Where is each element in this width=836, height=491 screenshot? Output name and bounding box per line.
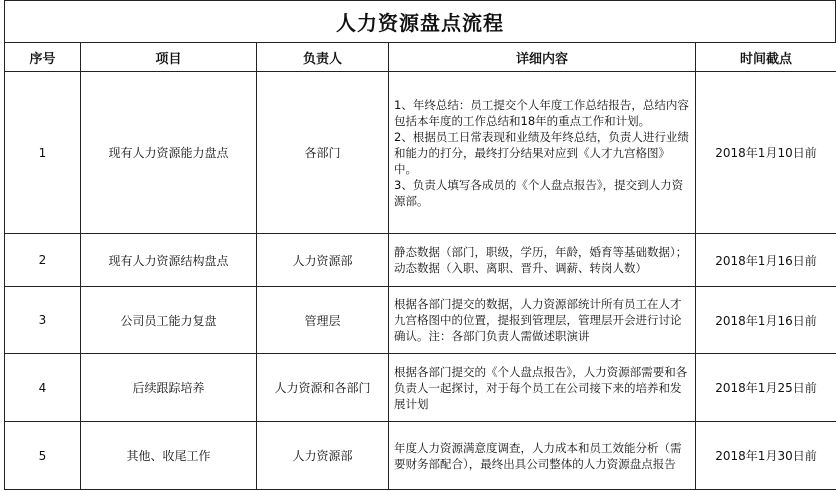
- cell-seq[interactable]: 3: [5, 287, 81, 354]
- cell-owner[interactable]: 人力资源和各部门: [257, 354, 389, 422]
- header-row: [5, 43, 836, 72]
- process-table: [4, 42, 836, 490]
- cell-deadline[interactable]: 2018年1月10日前: [696, 72, 836, 234]
- cell-detail[interactable]: [389, 422, 696, 490]
- header-item[interactable]: 项目: [81, 43, 257, 72]
- table-row: [5, 234, 836, 287]
- table-row: [5, 422, 836, 490]
- cell-deadline[interactable]: 2018年1月30日前: [696, 422, 836, 490]
- header-deadline[interactable]: 时间截点: [696, 43, 836, 72]
- table-row: [5, 287, 836, 354]
- detail-line: 根据各部门提交的数据，人力资源部统计所有员工在人才九宫格图中的位置，提报到管理层，管理层开会进行讨论确认。注：各部门负责人需做述职演讲: [394, 297, 682, 343]
- cell-owner[interactable]: 管理层: [257, 287, 389, 354]
- cell-owner[interactable]: 各部门: [257, 72, 389, 234]
- header-seq[interactable]: 序号: [5, 43, 81, 72]
- detail-line: 3、负责人填写各成员的《个人盘点报告》，提交到人力资源部。: [394, 177, 684, 208]
- cell-deadline[interactable]: 2018年1月16日前: [696, 234, 836, 287]
- cell-detail[interactable]: [389, 234, 696, 287]
- cell-detail[interactable]: [389, 354, 696, 422]
- detail-line: 根据各部门提交的《个人盘点报告》，人力资源部需要和各负责人一起探讨，对于每个员工在公司接下来的培养和发展计划: [394, 364, 688, 411]
- cell-detail[interactable]: [389, 72, 696, 234]
- cell-seq[interactable]: 4: [5, 354, 81, 422]
- detail-line: 1、年终总结：员工提交个人年度工作总结报告，总结内容包括本年度的工作总结和18年的重点工作和计划。: [394, 97, 689, 128]
- cell-item[interactable]: 现有人力资源能力盘点: [81, 72, 257, 234]
- cell-item[interactable]: 其他、收尾工作: [81, 422, 257, 490]
- table-row: [5, 354, 836, 422]
- cell-detail[interactable]: [389, 287, 696, 354]
- cell-deadline[interactable]: 2018年1月16日前: [696, 287, 836, 354]
- cell-item[interactable]: 现有人力资源结构盘点: [81, 234, 257, 287]
- header-owner[interactable]: 负责人: [257, 43, 389, 72]
- cell-owner[interactable]: 人力资源部: [257, 234, 389, 287]
- cell-item[interactable]: 后续跟踪培养: [81, 354, 257, 422]
- detail-line: 静态数据（部门，职级，学历，年龄，婚育等基础数据）；动态数据（入职、离职、晋升、调薪、转岗人数）: [394, 245, 688, 275]
- cell-owner[interactable]: 人力资源部: [257, 422, 389, 490]
- detail-line: 2、根据员工日常表现和业绩及年终总结，负责人进行业绩和能力的打分，最终打分结果对应到《人才九宫格图》中。: [394, 129, 689, 176]
- title-cell[interactable]: [4, 0, 836, 42]
- cell-item[interactable]: 公司员工能力复盘: [81, 287, 257, 354]
- cell-seq[interactable]: 5: [5, 422, 81, 490]
- header-detail[interactable]: 详细内容: [389, 43, 696, 72]
- cell-seq[interactable]: 1: [5, 72, 81, 234]
- cell-deadline[interactable]: 2018年1月25日前: [696, 354, 836, 422]
- detail-line: 年度人力资源满意度调查，人力成本和员工效能分析（需要财务部配合），最终出具公司整体的人力资源盘点报告: [394, 440, 682, 471]
- cell-seq[interactable]: 2: [5, 234, 81, 287]
- table-row: [5, 72, 836, 234]
- page-title: 人力资源盘点流程: [336, 11, 504, 35]
